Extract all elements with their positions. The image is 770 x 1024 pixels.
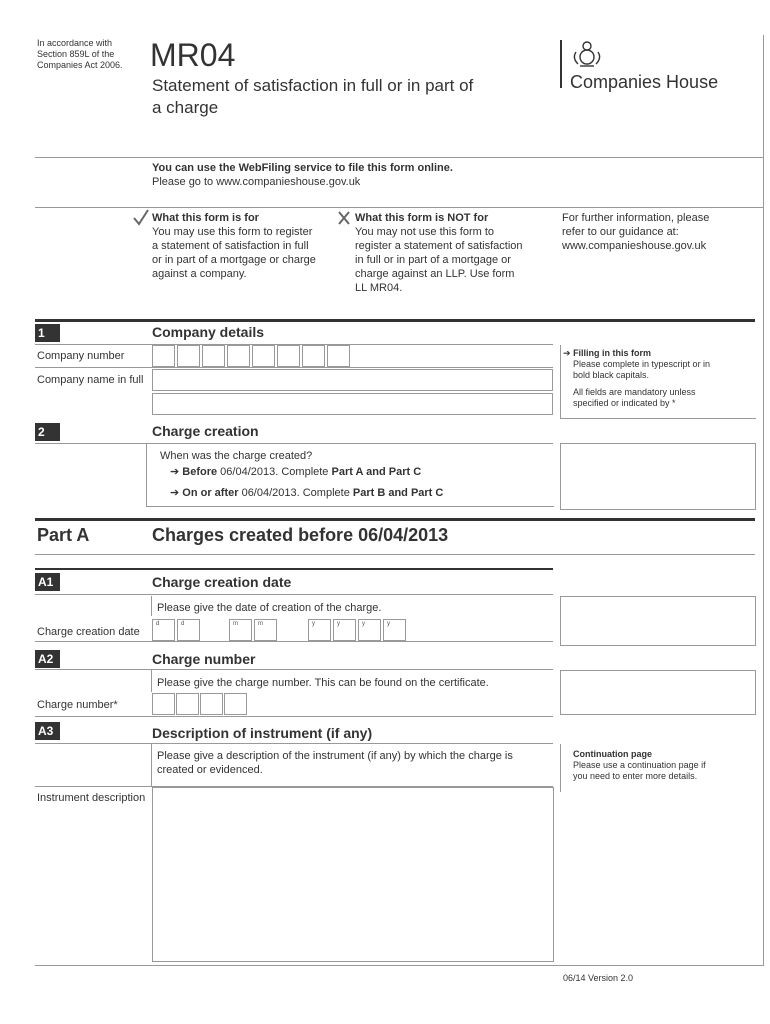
brand-name: Companies House (570, 72, 719, 92)
company-number-label: Company number (37, 350, 125, 362)
section-number: 1 (35, 324, 60, 342)
what-not-for-block: What this form is NOT for You may not use this form to register a statement of satisfaction in full or in part of a mortgage or charge against an LLP. Use form LL MR04. (355, 212, 523, 294)
company-number-cell[interactable] (202, 345, 225, 367)
help-filling-in: ➔ Filling in this form Please complete in typescript or in bold black capitals. All fields are mandatory unless specified or indicated by * (563, 348, 711, 408)
company-number-cell[interactable] (302, 345, 325, 367)
charge-number-cell[interactable] (200, 693, 223, 715)
side-edge (560, 744, 561, 792)
charge-number-cell[interactable] (224, 693, 247, 715)
charge-creation-date-label: Charge creation date (37, 626, 140, 638)
divider (35, 641, 553, 642)
date-cell-hint: d (156, 621, 160, 627)
check-icon (132, 208, 150, 226)
company-number-cell[interactable] (277, 345, 300, 367)
company-number-cell[interactable] (252, 345, 275, 367)
box-edge (151, 670, 152, 692)
part-title: Charges created before 06/04/2013 (152, 525, 449, 545)
date-cell-hint: y (362, 621, 365, 627)
box-edge (151, 744, 152, 787)
arrow-icon: ➔ (170, 487, 180, 499)
date-cell[interactable] (308, 619, 331, 641)
option-before[interactable]: ➔ Before 06/04/2013. Complete Part A and Part C (170, 466, 422, 478)
date-cell-hint: m (233, 621, 238, 627)
divider (35, 157, 763, 158)
divider (35, 554, 755, 555)
date-cell[interactable] (152, 619, 175, 641)
company-number-cell[interactable] (177, 345, 200, 367)
continuation-note: Continuation page Please use a continuation page if you need to enter more details. (573, 749, 706, 781)
form-title: Statement of satisfaction in full or in part of a charge (152, 76, 474, 117)
logo-bar (560, 40, 562, 88)
section-number: A2 (35, 650, 60, 668)
instrument-description-label: Instrument description (37, 792, 146, 804)
side-box (560, 670, 756, 715)
divider (35, 443, 553, 444)
further-info-block: For further information, please refer to our guidance at: www.companieshouse.gov.uk (562, 212, 710, 252)
crest-icon (570, 40, 604, 68)
divider (35, 716, 553, 717)
section-title: Charge number (152, 651, 256, 667)
cross-icon (337, 210, 351, 226)
date-cell[interactable] (333, 619, 356, 641)
date-cell[interactable] (383, 619, 406, 641)
divider (35, 594, 553, 595)
divider (35, 743, 553, 744)
box-edge (151, 596, 152, 616)
date-cell-hint: y (337, 621, 340, 627)
date-cell[interactable] (358, 619, 381, 641)
version-label: 06/14 Version 2.0 (563, 973, 634, 983)
form-code: MR04 (150, 37, 236, 73)
side-box (560, 596, 756, 646)
date-cell-hint: d (181, 621, 185, 627)
option-after[interactable]: ➔ On or after 06/04/2013. Complete Part B and Part C (170, 487, 444, 499)
legal-note: In accordance with Section 859L of the Companies Act 2006. (37, 38, 123, 70)
part-label: Part A (37, 525, 90, 545)
section-number: A3 (35, 722, 60, 740)
section-title: Charge creation date (152, 574, 292, 590)
company-name-field-line2[interactable] (152, 393, 553, 415)
date-cell[interactable] (177, 619, 200, 641)
help-divider (560, 345, 561, 419)
charge-number-cell[interactable] (152, 693, 175, 715)
instruction: Please give a description of the instrument (if any) by which the charge is created or evidenced. (157, 750, 513, 776)
company-number-cell[interactable] (227, 345, 250, 367)
arrow-icon: ➔ (170, 466, 180, 478)
instrument-description-field[interactable] (152, 787, 554, 962)
date-cell-hint: m (258, 621, 263, 627)
what-for-block: What this form is for You may use this form to register a statement of satisfaction in full or in part of a mortgage or charge against a company. (152, 212, 316, 280)
side-box (560, 443, 756, 510)
charge-number-cell[interactable] (176, 693, 199, 715)
section-title: Company details (152, 324, 265, 340)
divider (35, 367, 553, 368)
arrow-icon: ➔ (563, 348, 571, 358)
charge-number-label: Charge number* (37, 699, 118, 711)
webfiling-notice: You can use the WebFiling service to file this form online. Please go to www.companieshouse.gov.uk (152, 162, 453, 188)
box-edge (146, 444, 147, 506)
date-cell-hint: y (387, 621, 390, 627)
company-number-cell[interactable] (327, 345, 350, 367)
instruction: Please give the date of creation of the charge. (157, 602, 382, 614)
section-number: 2 (35, 423, 60, 441)
divider (560, 418, 756, 419)
section-number: A1 (35, 573, 60, 591)
date-cell[interactable] (254, 619, 277, 641)
date-cell-hint: y (312, 621, 315, 627)
section-divider (35, 568, 553, 570)
company-number-cell[interactable] (152, 345, 175, 367)
section-title: Description of instrument (if any) (152, 725, 373, 741)
date-cell[interactable] (229, 619, 252, 641)
part-divider (35, 518, 755, 521)
company-name-field[interactable] (152, 369, 553, 391)
charge-question: When was the charge created? (160, 450, 313, 462)
section-divider (35, 319, 755, 322)
company-name-label: Company name in full (37, 374, 144, 386)
instruction: Please give the charge number. This can be found on the certificate. (157, 677, 489, 689)
divider (35, 669, 553, 670)
divider (146, 506, 554, 507)
section-title: Charge creation (152, 423, 259, 439)
